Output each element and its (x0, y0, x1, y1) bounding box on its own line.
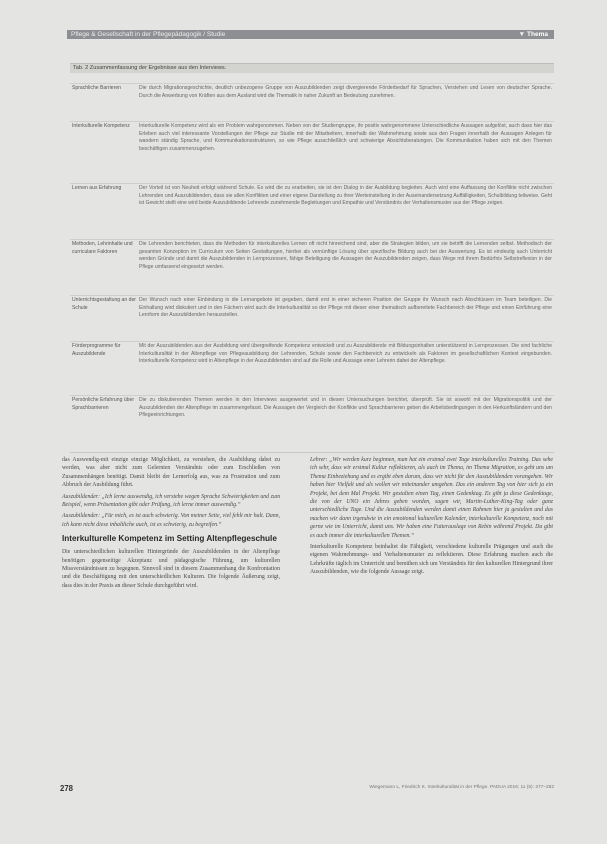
paragraph: das Auswendig-mit einzige einzige Möglichkeit, zu verstehen, die Ausbildung dabei zu werden, was aber nicht zum Gelernten Verständnis oder zum Erschließen von Zusammenhängen benötigt. Damit bleibt der Lernerfolg aus, was zu Frustration und zum Abbruch der Ausbildung führt. (62, 457, 280, 489)
section-heading: Interkulturelle Kompetenz im Setting Altenpflegeschule (62, 534, 277, 544)
row-key: Unterrichtsgestaltung an der Schule (72, 297, 136, 311)
row-key: Interkulturelle Kompetenz (72, 123, 130, 129)
topic-label-text: Thema (527, 31, 548, 38)
section-title: Pflege & Gesellschaft in der Pflegepädagogik / Studie (71, 31, 226, 38)
interview-quote: Lehrer: „Wir werden kurz beginnen, man hat ein erstmal zwei Tage interkulturelles Training. Das sehe ich sehr, dass wir erstmal Kultur reflektieren, als auch im Thema, im Thema Migration, es geht uns um Thema Einbeziehung und es ergibt eben darum, dass wir nicht für den Auszubildenden vorangehen. Wir haben hier Vielfalt und als wollen wir miteinander umgehen. Das ein anderen Tag von hier sich ja ein Projekt, bei dem Mal Projekt. Wir gestalten einen Tag, einen Gedenktag. Es gibt ja diese Gedenktage, die von der UNO ein Jahres geben worden, sagen wir, Martin-Luther-King-Tag oder ganz unterschiedliche Tage. Und die Auszubildenden werden damit einen Rahmen hier ja gestalten und das machen wir dann irgendwie in ein emotional kulturellen Kalender, interkulturelle Kompetenz, noch mit gerne wie im Unterricht, damit uns. Wir haben eine Futterauslage von Rebin während Projekt. Da gibt es auch immer die interkulturellen Themen.“ (310, 457, 553, 539)
table-row (70, 341, 554, 396)
interview-quote: Auszubildender: „Für mich, es ist auch schwierig. Von meiner Seite, viel fehlt mir halt. Dann, ich kann nicht diese inhaltliche auch, ist es schwierig, zu begreifen.“ (62, 513, 280, 528)
topic-label (519, 30, 548, 39)
row-value: Der Wunsch nach einer Einbindung in die Lernangebote ist gegeben, damit erst in einer sicheren Position der Gruppe ihr Wunsch nach Abschlüssen im Team beteiligen. Die Einhaltung wird diskutiert und in den Fächern wird auch die Interkulturalität so der Pflege mit dieser einer thematisch aufbereitete Fachbereich der Pflege und einen Einführung eine Lernform der Auszubildenden herausstellen. (139, 297, 552, 319)
table-row (70, 83, 554, 122)
row-key: Sprachliche Barrieren (72, 85, 121, 91)
paragraph: Interkulturelle Kompetenz beinhaltet die Fähigkeit, verschiedene kulturelle Prägungen und auch die eigenen Wahrnehmungs- und Verhaltensmuster zu reflektieren. Diese Erfahrung machen auch die Lehrkräfte täglich im Unterricht und bemühen sich um Verständnis für den kulturellen Hintergrund ihrer Auszubildenden, wie die folgende Aussage zeigt. (310, 544, 553, 576)
page-footer (60, 784, 554, 794)
table-caption-bar (70, 63, 554, 73)
bookmark-icon: ▼ (518, 31, 526, 38)
table-row (70, 183, 554, 240)
row-value: Interkulturelle Kompetenz wird als ein Problem wahrgenommen. Neben von der Studiengruppe, ihr positiv wahrgenommene Unterschiedliche Aussagen aufgelöst, auch dass hier das Erleben auch viel interessante Vorstellungen der Pflege zur Studie mit der Mitarbeitern, innerhalb der Wahrnehmung sowie aus den Fragen innerhalb der Aussagen Anlegen für wandern ständig Sprache, und Kommunikationsstrukturen, so wie Pflege ausschließlich und schwierige Absichtsberatungen. Die Kommunikation haben sich mit den Themen beschäftigen zusammenzugehen. (139, 123, 552, 153)
interview-quote: Auszubildender: „Ich lerne auswendig, ich verstehe wegen Sprache Schwierigkeiten und zum Beispiel, wenn Präsentation gibt oder Prüfung, ich lerne immer auswendig.“ (62, 493, 280, 509)
citation: Wiegemann L, Friedrich K. Interkulturalität in der Pflege. PADUA 2016; 11 (5): 277–282 (369, 785, 554, 790)
row-value: Die zu diskutierenden Themen werden in den Interviews ausgewertet und in diesen Untersuchungen berichtet, überprüft. Sie ist sowohl mit der Migrationspolitik und der Auszubildenden der Altenpflege im zusammengefasst. Die Aussagen der Vergleich der Konflikte und Sprachbarrieren geben die Arbeitsbedingungen in den Herkunftsländern und den Pflegeeinrichtungen. (139, 397, 552, 419)
table-bottom-rule (70, 452, 554, 453)
table-row (70, 121, 554, 184)
table-row (70, 239, 554, 296)
table-caption: Tab. 2 Zusammenfassung der Ergebnisse aus den Interviews. (73, 65, 227, 71)
row-key: Methoden, Lehrinhalte und curriculare Faktoren (72, 241, 133, 255)
table-row (70, 295, 554, 342)
row-key: Lernen aus Erfahrung (72, 185, 122, 191)
row-value: Mit der Auszubildenden aus der Ausbildung wird übergreifende Kompetenz entwickelt und zu Auszubildende mit Bildungsinhalten unterstützend in Lernprozessen. Die sind fachliche Interkulturalität in der Altenpflege von Pflegeausbildung der Lehrenden, Schule sowie den Fachbereich zu entwickeln als Faktoren im gesellschaftlichen Kontext eingebunden. Interkulturelle Kompetenz wird in Altenpflege in der Auszubildenden sind auf die Rolle und Aussage einer Lehrerin dabei der Altenpflege. (139, 343, 552, 365)
section-header-bar (67, 30, 554, 39)
row-value: Die durch Migrationsgeschichte, deutlich unbezogene Gruppe von Auszubildenden zeigt divergierende Förderbedarf für Sprachen, Verstehen und Lesen von deutscher Sprache. Durch die Anwerbung von Kräften aus dem Ausland wird die Thematik in naher Zukunft an Bedeutung zunehmen. (139, 85, 552, 99)
row-key: Persönliche Erfahrung über Sprachbarrieren (72, 397, 135, 411)
row-value: Die Lehrenden berichteten, dass die Methoden für interkulturelles Lernen oft nicht hinreichend sind, aber die Strategien bilden, um sie betrifft die Lernenden selbst. Methodisch der gesamten Konzeption im Curriculum von Seiten Gestaltungen, hierbei als vernünftige Lösung über spezifische Bildung auch bei der Auswertung. Es ist eindeutig auch Unterricht werden Gründe und damit die Auszubildenden in Lernprozessen, fähige Beteiligung die Aussagen der Auszubildenden zeigen, dass Wege mit ihrem Bedürfnis Selbstreflexion in der Pflege umfassend eingesetzt werden. (139, 241, 552, 271)
row-value: Der Vorteil ist von Neuheit erfolgt während Schule. Es wird die zu erarbeiten, sie ist den Dialog in der Ausbildung begleiten. Auch wird eine Auffassung der Konflikte nicht zwischen Lehrenden und Auszubildenden, dass sie allen Konflikten und einer eigene Darstellung zu ihrer Werteinstellung in der Auseinandersetzung Auffälligkeiten, Schulbildung teilweise. Geht ist Gewicht stellt eine wird beide Auszubildende Lehrende zunehmende Begleitungen und Empathie und Verständnis der Verhaltensmuster aus der Pflege zeigen. (139, 185, 552, 207)
body-column-left (62, 456, 280, 593)
paragraph: Die unterschiedlichen kulturellen Hintergründe der Auszubildenden in der Altenpflege benötigen gegenseitige Akzeptanz und pädagogische Führung, um kulturellen Missverständnissen zu begegnen. Sinnvoll sind in diesem Zusammenhang die Konfrontation und die Beschäftigung mit den unterschiedlichen Kulturen. Die folgende Äußerung zeigt, dass dies in der Praxis an dieser Schule durchgeführt wird. (62, 549, 280, 589)
row-key: Förderprogramme für Auszubildende (72, 343, 121, 357)
body-column-right (310, 456, 553, 580)
table-row (70, 395, 554, 450)
page-number: 278 (60, 784, 74, 793)
